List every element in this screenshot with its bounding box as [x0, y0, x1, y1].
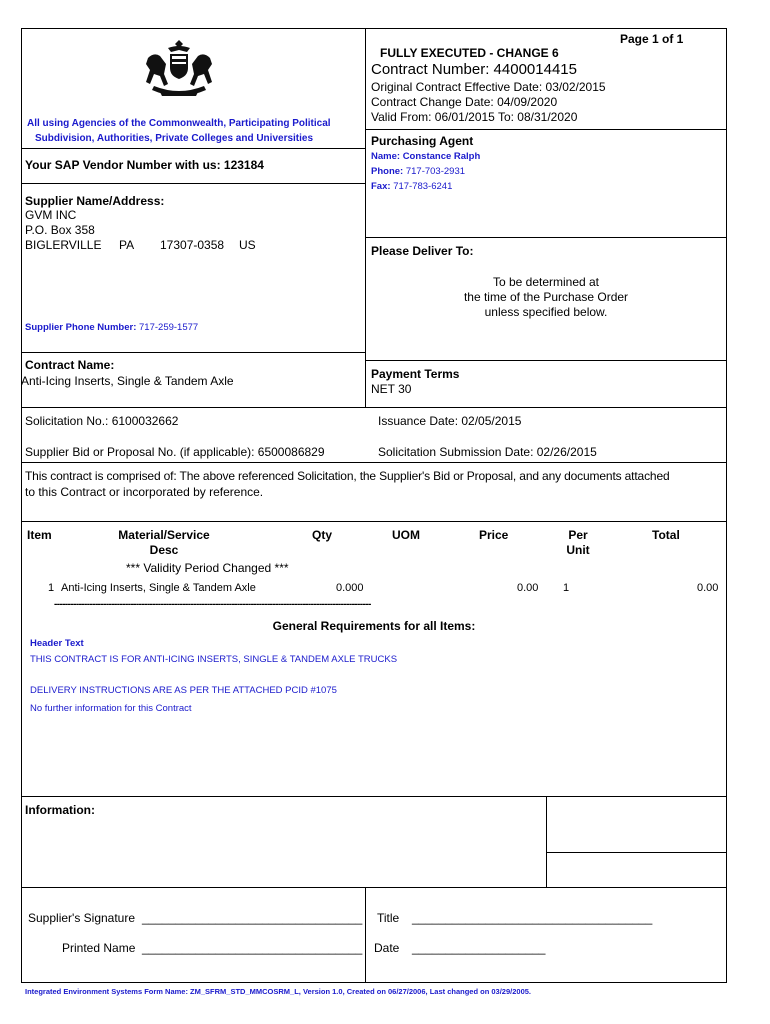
agent-fax-label: Fax:: [371, 181, 391, 192]
signature-divider: [365, 887, 366, 983]
info-box-divider-v: [546, 796, 547, 887]
agent-name-label: Name:: [371, 151, 401, 162]
payment-terms: NET 30: [371, 382, 412, 396]
divider-information: [21, 796, 727, 797]
col-uom: UOM: [392, 528, 420, 542]
supplier-signature-line[interactable]: _________________________________: [142, 911, 363, 925]
frame-top: [21, 28, 727, 29]
supplier-name: GVM INC: [25, 208, 77, 222]
contract-name-heading: Contract Name:: [25, 358, 115, 372]
row-separator: --------------------------------------------------------------------------------------------------------------------: [54, 599, 371, 610]
deliver-line2: the time of the Purchase Order: [463, 290, 629, 304]
row-qty: 0.000: [336, 582, 364, 594]
divider-signature: [21, 887, 727, 888]
agent-phone-value: 717-703-2931: [405, 166, 466, 177]
supplier-signature-label: Supplier's Signature: [28, 911, 136, 925]
title-label: Title: [377, 911, 400, 925]
agent-fax-value: 717-783-6241: [393, 181, 453, 192]
row-desc: Anti-Icing Inserts, Single & Tandem Axle: [61, 582, 256, 594]
supplier-city: BIGLERVILLE: [25, 238, 102, 252]
divider-deliver: [365, 360, 726, 361]
divider-supplier: [21, 352, 365, 353]
info-box-divider-h: [546, 852, 726, 853]
valid-range: Valid From: 06/01/2015 To: 08/31/2020: [371, 110, 578, 124]
col-total: Total: [652, 528, 680, 542]
divider-agencies: [21, 148, 365, 149]
payment-terms-heading: Payment Terms: [371, 367, 460, 381]
col-material1: Material/Service: [118, 528, 210, 542]
agencies-line1: All using Agencies of the Commonwealth, Participating Political: [27, 118, 331, 129]
divider-terms: [21, 462, 727, 463]
supplier-phone-label: Supplier Phone Number:: [25, 322, 137, 333]
contract-number: Contract Number: 4400014415: [371, 61, 577, 78]
supplier-state: PA: [119, 238, 135, 252]
agent-phone: [371, 166, 465, 178]
divider-middle: [365, 28, 366, 408]
footer-form-info: Integrated Environment Systems Form Name: ZM_SFRM_STD_MMCOSRM_L, Version 1.0, Created on 06/27/2006, Last changed on 03/29/2005.: [25, 987, 531, 996]
contract-change-date: Contract Change Date: 04/09/2020: [371, 95, 558, 109]
requirements-line2: DELIVERY INSTRUCTIONS ARE AS PER THE ATTACHED PCID #1075: [30, 685, 337, 696]
agent-fax: [371, 181, 452, 193]
agent-name: [371, 151, 480, 163]
comprised-line1: This contract is comprised of: The above referenced Solicitation, the Supplier's Bid or Proposal, and any documents attached: [25, 469, 670, 483]
original-effective-date: Original Contract Effective Date: 03/02/2015: [371, 80, 606, 94]
frame-bottom: [21, 982, 727, 983]
header-text-label: Header Text: [30, 638, 84, 649]
divider-contract: [21, 407, 727, 408]
frame-right: [726, 28, 727, 983]
supplier-country: US: [239, 238, 256, 252]
commonwealth-seal-icon: [140, 38, 218, 100]
title-line[interactable]: ____________________________________: [412, 911, 653, 925]
col-material2: Desc: [149, 543, 179, 557]
validity-note: *** Validity Period Changed ***: [126, 561, 289, 575]
agent-name-value: Constance Ralph: [402, 151, 481, 162]
divider-table-top: [21, 521, 727, 522]
printed-name-line[interactable]: _________________________________: [142, 941, 363, 955]
supplier-phone-value: 717-259-1577: [139, 322, 199, 333]
date-line[interactable]: ____________________: [412, 941, 546, 955]
frame-left: [21, 28, 22, 983]
col-per1: Per: [568, 528, 588, 542]
page-info: Page 1 of 1: [620, 32, 684, 46]
supplier-address1: P.O. Box 358: [25, 223, 95, 237]
supplier-phone: [25, 322, 198, 334]
divider-vendor: [21, 183, 365, 184]
col-price: Price: [479, 528, 509, 542]
comprised-line2: to this Contract or incorporated by reference.: [25, 485, 264, 499]
deliver-heading: Please Deliver To:: [371, 244, 474, 258]
requirements-line3: No further information for this Contract: [30, 703, 192, 714]
requirements-heading: General Requirements for all Items:: [272, 619, 476, 633]
col-qty: Qty: [312, 528, 333, 542]
submission-date: Solicitation Submission Date: 02/26/2015: [378, 445, 597, 459]
col-item: Item: [27, 528, 52, 542]
supplier-heading: Supplier Name/Address:: [25, 194, 165, 208]
date-label: Date: [374, 941, 400, 955]
printed-name-label: Printed Name: [62, 941, 136, 955]
col-per2: Unit: [566, 543, 590, 557]
sap-vendor-number: Your SAP Vendor Number with us: 123184: [25, 158, 264, 172]
agent-phone-label: Phone:: [371, 166, 404, 177]
solicitation-number: Solicitation No.: 6100032662: [25, 414, 179, 428]
row-price: 0.00: [517, 582, 539, 594]
deliver-line1: To be determined at: [492, 275, 600, 289]
supplier-zip: 17307-0358: [160, 238, 225, 252]
divider-header-right: [365, 129, 726, 130]
agencies-line2: Subdivision, Authorities, Private Colleges and Universities: [35, 133, 314, 144]
issuance-date: Issuance Date: 02/05/2015: [378, 414, 522, 428]
requirements-line1: THIS CONTRACT IS FOR ANTI-ICING INSERTS, SINGLE & TANDEM AXLE TRUCKS: [30, 654, 398, 665]
divider-agent: [365, 237, 726, 238]
contract-name: Anti-Icing Inserts, Single & Tandem Axle: [21, 374, 234, 388]
supplier-bid-number: Supplier Bid or Proposal No. (if applicable): 6500086829: [25, 445, 325, 459]
information-heading: Information:: [25, 803, 95, 817]
contract-status: FULLY EXECUTED - CHANGE 6: [380, 46, 559, 60]
agent-heading: Purchasing Agent: [371, 134, 474, 148]
row-total: 0.00: [697, 582, 719, 594]
deliver-line3: unless specified below.: [484, 305, 608, 319]
row-per-unit: 1: [563, 582, 570, 594]
row-item: 1: [48, 582, 55, 594]
